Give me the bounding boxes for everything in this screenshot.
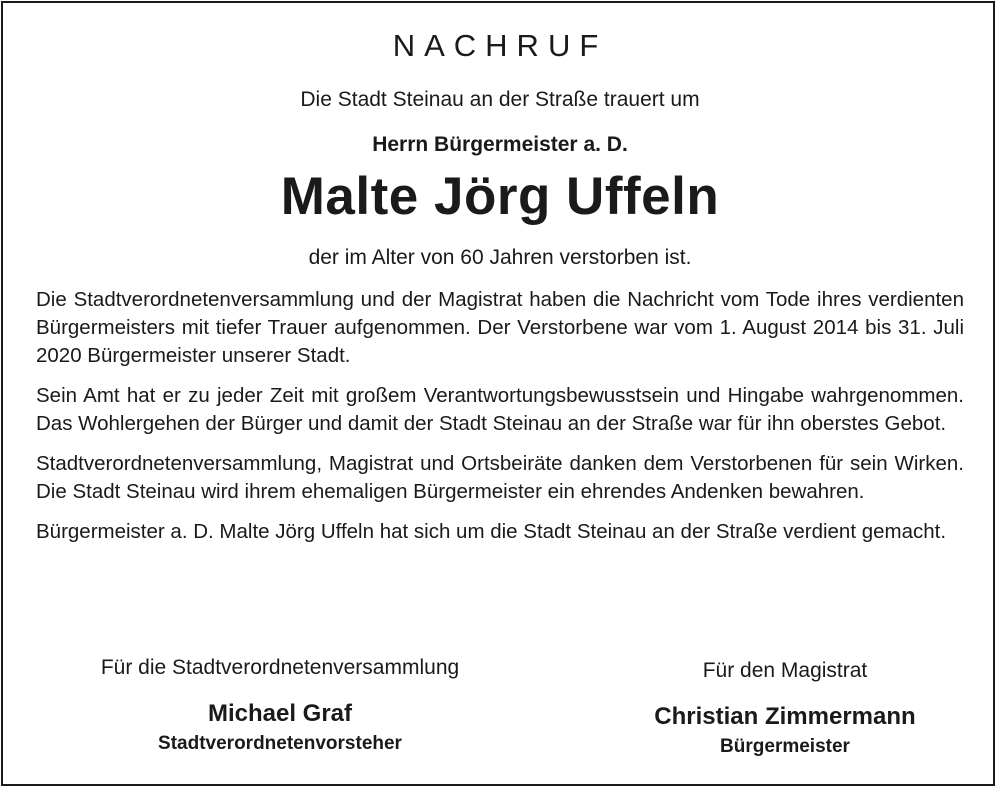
paragraph: Bürgermeister a. D. Malte Jörg Uffeln hat sich um die Stadt Steinau an der Straße verdient gemacht. <box>36 520 947 543</box>
signature-left-title: Stadtverordnetenvorsteher <box>158 733 402 754</box>
intro-line: Die Stadt Steinau an der Straße trauert um <box>300 88 700 111</box>
signature-right-org: Für den Magistrat <box>702 659 868 682</box>
signature-left-name: Michael Graf <box>207 700 353 727</box>
signature-left-org: Für die Stadtverordnetenversammlung <box>100 656 460 679</box>
notice-body <box>36 286 964 558</box>
notice-heading: NACHRUF <box>392 28 608 63</box>
signature-right-name: Christian Zimmermann <box>654 703 916 730</box>
deceased-name: Malte Jörg Uffeln <box>280 167 720 226</box>
paragraph: Stadtverordnetenversammlung, Magistrat und Ortsbeiräte danken dem Verstorbenen für sein Wirken. Die Stadt Steinau wird ihrem ehemaligen Bürgermeister ein ehrendes Andenken bewahren. <box>36 452 964 503</box>
signature-right-title: Bürgermeister <box>720 736 850 757</box>
honorific-line: Herrn Bürgermeister a. D. <box>372 133 628 156</box>
paragraph: Sein Amt hat er zu jeder Zeit mit großem Verantwortungsbewusstsein und Hingabe wahrgenommen. Das Wohlergehen der Bürger und damit der Stadt Steinau an der Straße war für ihn oberstes Gebot. <box>36 384 964 435</box>
paragraph: Die Stadtverordnetenversammlung und der Magistrat haben die Nachricht vom Tode ihres verdienten Bürgermeisters mit tiefer Trauer aufgenommen. Der Verstorbene war vom 1. August 2014 bis 31. Juli 2020 Bürgermeister unserer Stadt. <box>36 288 964 367</box>
age-line: der im Alter von 60 Jahren verstorben ist. <box>308 246 692 269</box>
